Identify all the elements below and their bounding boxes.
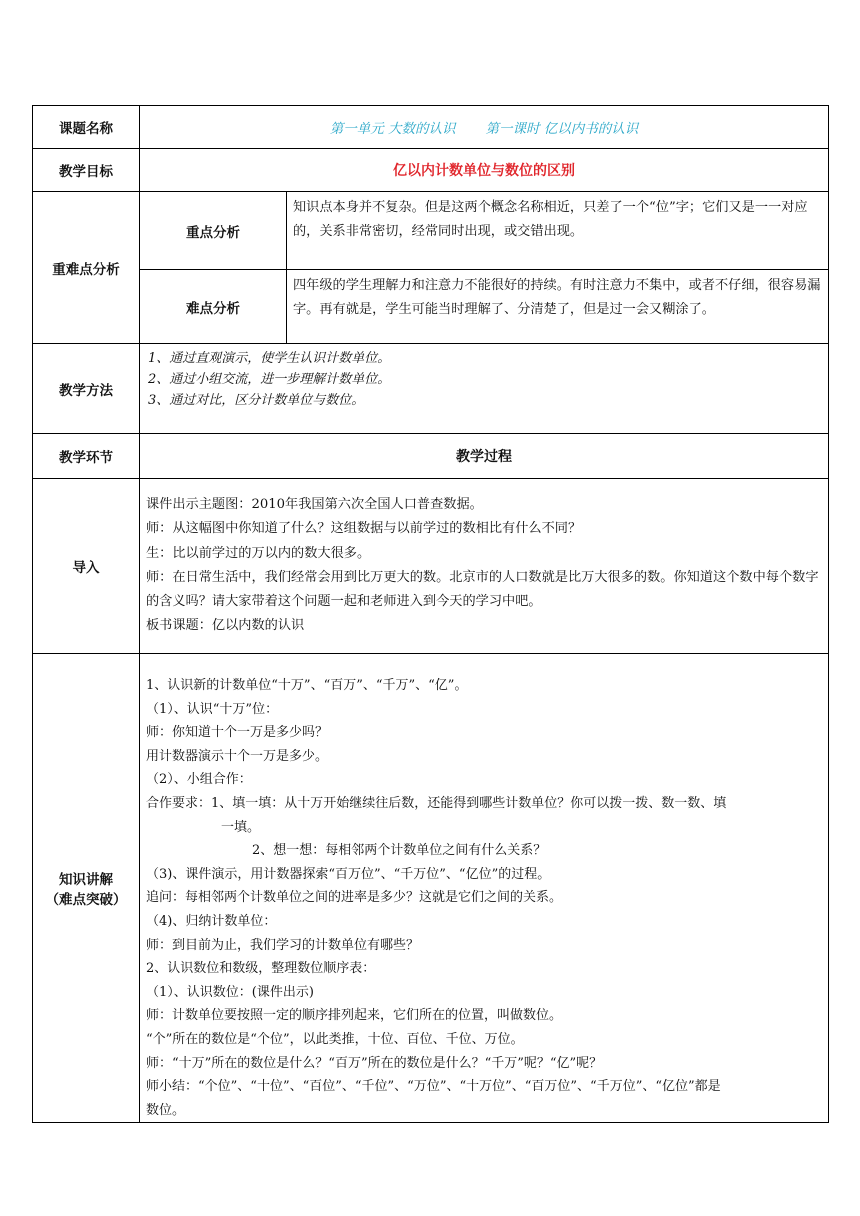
- intro-line: 师：在日常生活中，我们经常会用到比万更大的数。北京市的人口数就是比万大很多的数。你知道这个数中每个数字的含义吗？请大家带着这个问题一起和老师进入到今天的学习中吧。: [146, 569, 819, 610]
- method-list: [140, 344, 829, 434]
- content-line: （4)、归纳计数单位：: [146, 913, 277, 929]
- knowledge-label-sub: （难点突破）: [45, 892, 127, 909]
- knowledge-content: [140, 654, 829, 1123]
- intro-line: 板书课题：亿以内数的认识: [146, 618, 305, 634]
- intro-line: 课件出示主题图：2010年我国第六次全国人口普查数据。: [146, 497, 483, 512]
- method-item: 2、通过小组交流，进一步理解计数单位。: [148, 372, 391, 387]
- content-line: 师：“十万”所在的数位是什么？“百万”所在的数位是什么？“千万”呢？“亿”呢？: [146, 1055, 603, 1071]
- content-line: 合作要求：1、填一填：从十万开始继续往后数，还能得到哪些计数单位？你可以拨一拨、数一数、填: [146, 795, 727, 811]
- method-label: 教学方法: [33, 344, 140, 434]
- difficulty-text: 四年级的学生理解力和注意力不能很好的持续。有时注意力不集中，或者不仔细，很容易漏字。再有就是，学生可能当时理解了、分清楚了，但是过一会又糊涂了。: [287, 270, 829, 344]
- goal-text: 亿以内计数单位与数位的区别: [140, 149, 829, 192]
- content-line: 用计数器演示十个一万是多少。: [146, 748, 329, 764]
- content-line: 师小结：“个位”、“十位”、“百位”、“千位”、“万位”、“十万位”、“百万位”、“千万位”、“亿位”都是: [146, 1079, 721, 1095]
- goal-label: 教学目标: [33, 149, 140, 192]
- content-line: 数位。: [146, 1102, 186, 1118]
- unit-title: 第一单元 大数的认识: [329, 121, 456, 137]
- difficulty-label: 难点分析: [140, 270, 287, 344]
- key-point-label: 重点分析: [140, 192, 287, 270]
- knowledge-label-main: 知识讲解: [59, 872, 113, 889]
- content-line: 一填。: [221, 819, 261, 835]
- intro-content: [140, 479, 829, 654]
- lesson-plan-table: [32, 105, 829, 1123]
- content-line: （1）、认识数位：(课件出示): [146, 984, 314, 1000]
- content-line: （3)、课件演示，用计数器探索“百万位”、“千万位”、“亿位”的过程。: [146, 866, 551, 882]
- intro-label: 导入: [33, 479, 140, 654]
- content-line: 师：计数单位要按照一定的顺序排列起来，它们所在的位置，叫做数位。: [146, 1008, 563, 1024]
- content-line: （1）、认识“十万”位：: [146, 701, 279, 717]
- content-line: 2、想一想：每相邻两个计数单位之间有什么关系？: [252, 843, 547, 859]
- content-line: （2）、小组合作：: [146, 772, 252, 788]
- lesson-title: [140, 106, 829, 149]
- content-line: 师：到目前为止，我们学习的计数单位有哪些？: [146, 937, 420, 953]
- period-title: 第一课时 亿以内书的认识: [485, 121, 639, 137]
- content-line: 1、认识新的计数单位“十万”、“百万”、“千万”、“亿”。: [146, 678, 468, 693]
- step-label: 教学环节: [33, 434, 140, 479]
- content-line: 师：你知道十个一万是多少吗？: [146, 725, 329, 741]
- analysis-label: 重难点分析: [33, 192, 140, 344]
- knowledge-label: [33, 654, 140, 1123]
- key-point-text: 知识点本身并不复杂。但是这两个概念名称相近，只差了一个“位”字；它们又是一一对应的，关系非常密切，经常同时出现，或交错出现。: [287, 192, 829, 270]
- intro-line: 生：比以前学过的万以内的数大很多。: [146, 545, 371, 561]
- content-line: 追问：每相邻两个计数单位之间的进率是多少？这就是它们之间的关系。: [146, 890, 563, 906]
- method-item: 1、通过直观演示，使学生认识计数单位。: [148, 351, 391, 366]
- content-line: “个”所在的数位是“个位”，以此类推，十位、百位、千位、万位。: [146, 1031, 524, 1047]
- title-label: 课题名称: [33, 106, 140, 149]
- content-line: 2、认识数位和数级，整理数位顺序表：: [146, 961, 376, 977]
- intro-line: 师：从这幅图中你知道了什么？这组数据与以前学过的数相比有什么不同？: [146, 521, 582, 537]
- process-heading: 教学过程: [140, 434, 829, 479]
- method-item: 3、通过对比，区分计数单位与数位。: [148, 393, 365, 408]
